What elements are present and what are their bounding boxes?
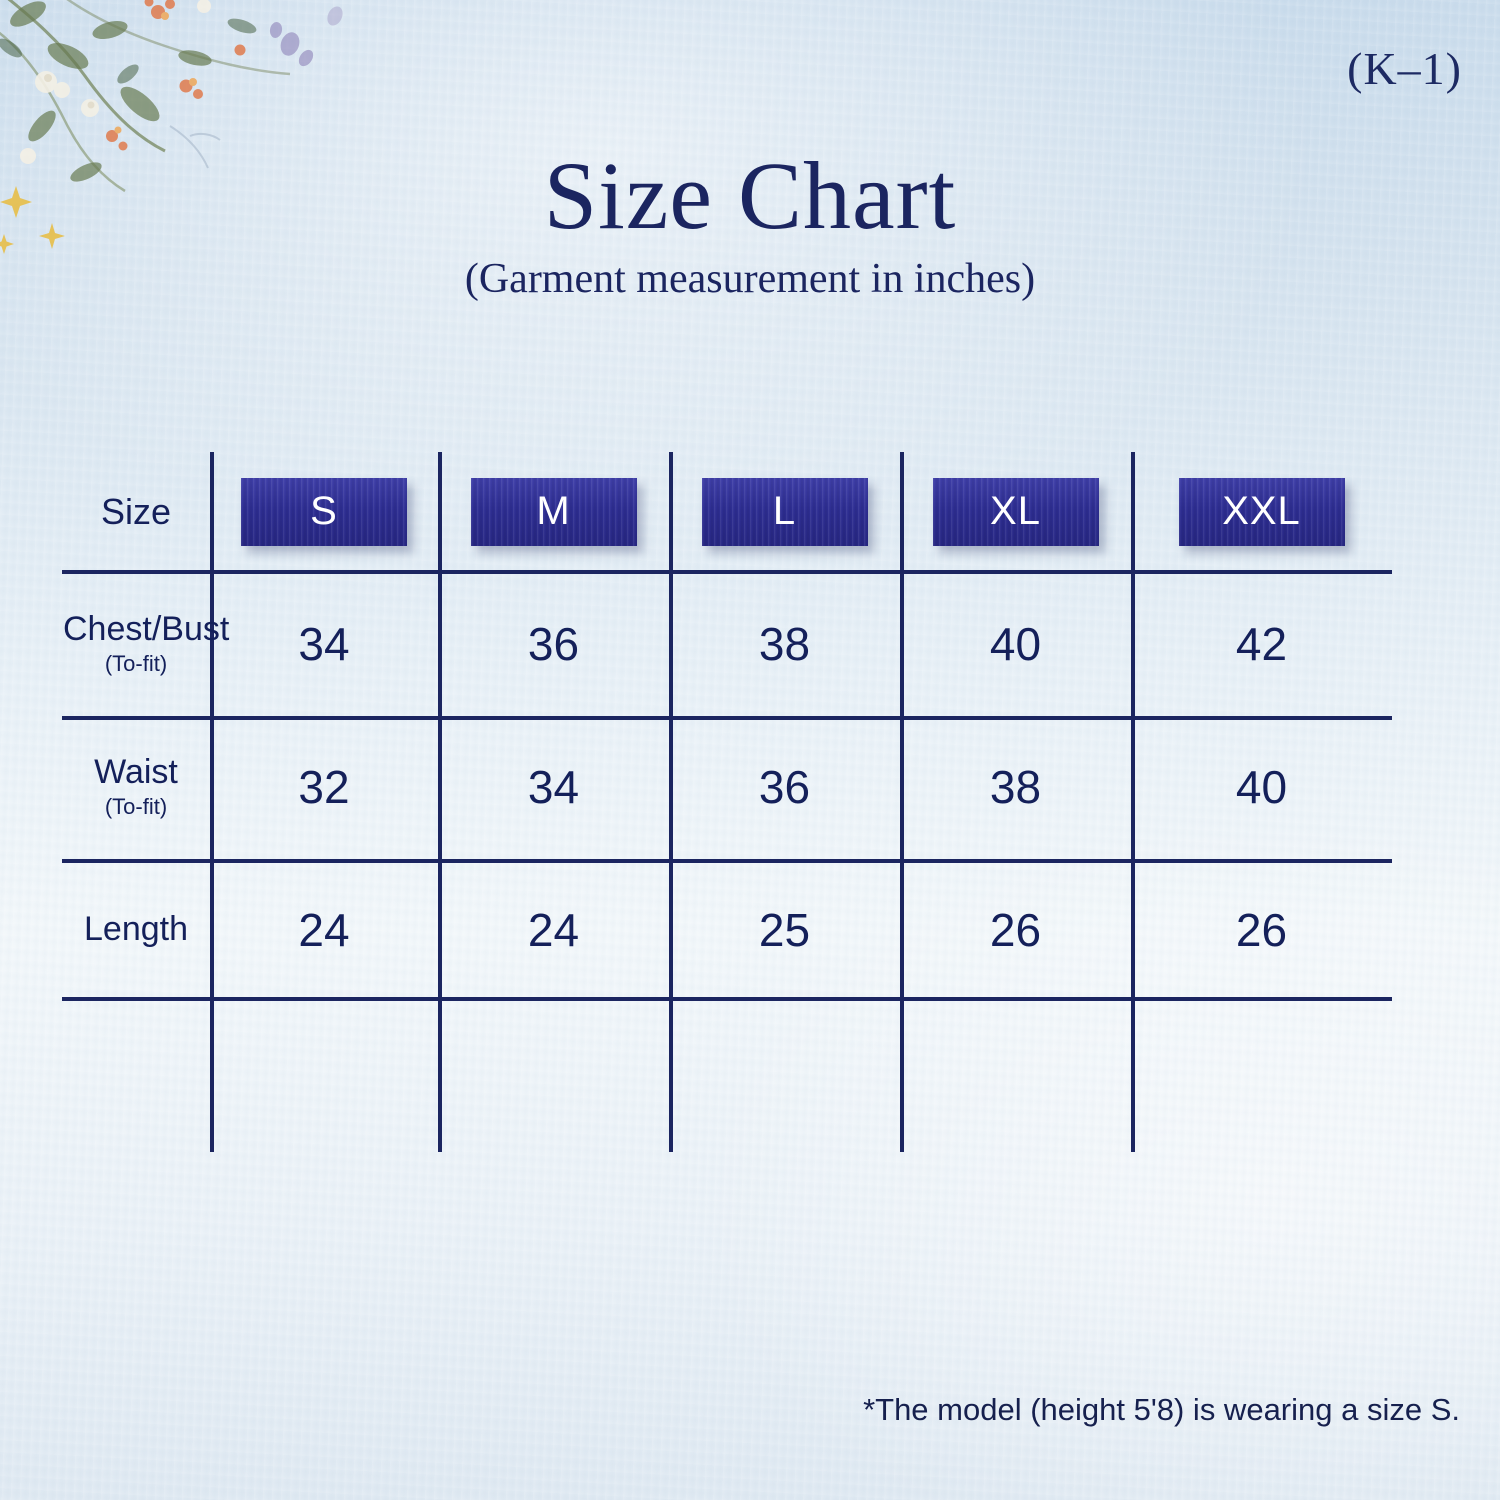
cell-chest-xxl: 42 [1235,617,1288,670]
empty-cell-xxl [1131,1001,1392,1156]
table-row-empty [62,1001,1392,1156]
size-badge-cell-l [669,452,900,572]
cell-chest-xl: 40 [989,617,1042,670]
cell-chest-l: 38 [758,617,811,670]
size-badge-cell-xxl [1131,452,1392,572]
size-badge-cell-xl [900,452,1131,572]
cell-length-s: 24 [298,903,350,956]
model-footnote: *The model (height 5'8) is wearing a size S. [863,1392,1460,1427]
empty-cell-m [438,1001,669,1156]
cell-length-xxl: 26 [1235,903,1288,956]
cell-waist-xxl: 40 [1235,760,1288,813]
cell-length-m: 24 [527,903,580,956]
row-label-chest-bust [62,572,230,715]
row-label-waist-note: (To-fit) [104,794,168,820]
size-badge-xxl: XXL [1179,478,1345,546]
cell-chest-m: 36 [527,617,580,670]
size-badge-s: S [241,478,407,546]
row-label-chest-bust-text: Chest/Bust [63,610,230,649]
row-label-waist-text: Waist [94,753,178,792]
empty-cell-s [210,1001,438,1156]
size-badge-cell-m [438,452,669,572]
cell-waist-s: 32 [298,760,350,813]
empty-cell-l [669,1001,900,1156]
cell-length-xl: 26 [989,903,1042,956]
cell-waist-m: 34 [527,760,580,813]
row-header-size-label: Size [100,491,172,533]
product-code: (K–1) [1347,43,1462,94]
cell-waist-xl: 38 [989,760,1042,813]
empty-cell-label [62,1001,210,1156]
row-label-waist [62,715,210,858]
row-label-length-text: Length [84,909,188,948]
table-row [62,715,1392,858]
table-row [62,858,1392,1001]
page-title: Size Chart [543,142,957,249]
table-row [62,572,1392,715]
size-badge-l: L [702,478,868,546]
size-badge-cell-s [210,452,438,572]
page-subtitle: (Garment measurement in inches) [464,256,1036,302]
size-badge-xl: XL [933,478,1099,546]
size-chart-table-wrapper [62,452,1392,1152]
size-chart-table [62,452,1392,1156]
cell-waist-l: 36 [758,760,811,813]
table-header-row [62,452,1392,572]
empty-cell-xl [900,1001,1131,1156]
row-label-chest-bust-note: (To-fit) [104,651,168,677]
cell-length-l: 25 [758,903,811,956]
size-badge-m: M [471,478,637,546]
cell-chest-s: 34 [298,617,350,670]
row-label-length [62,858,210,1001]
